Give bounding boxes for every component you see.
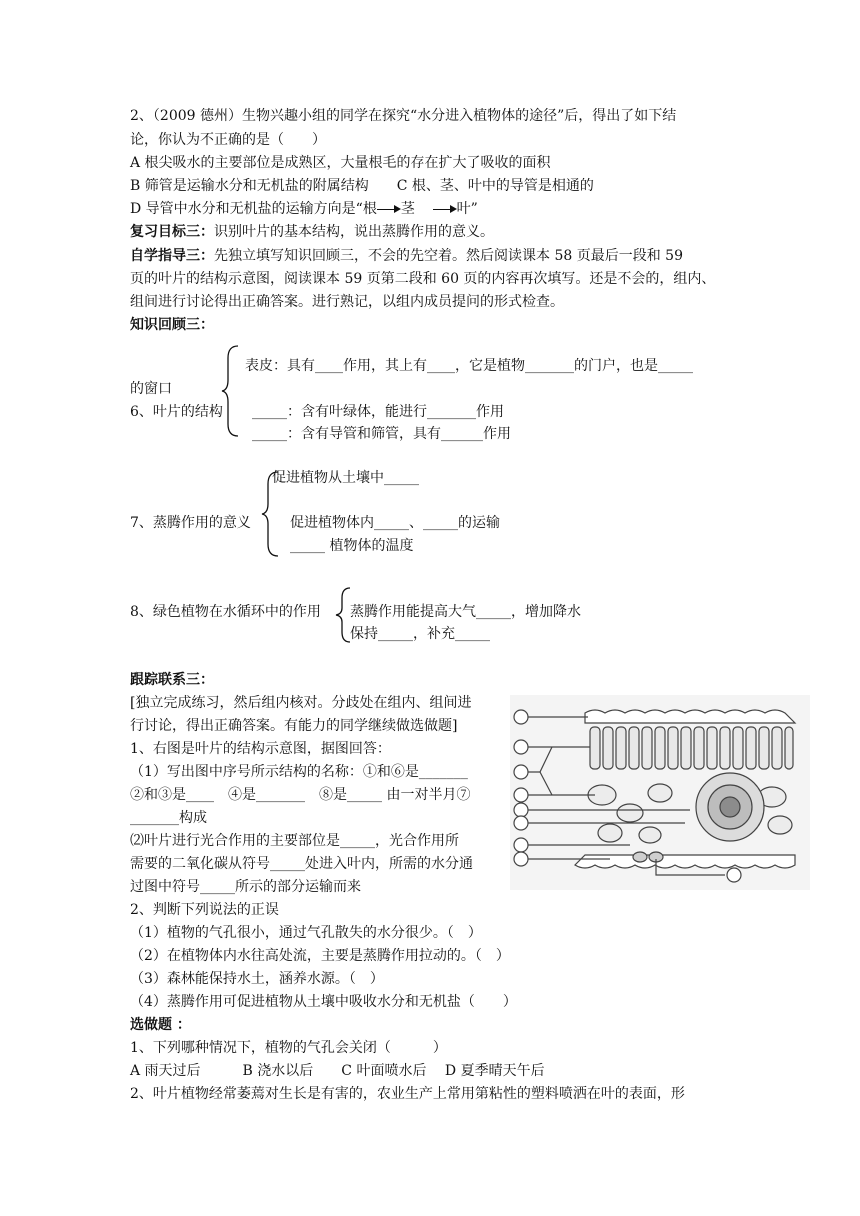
- leaf-vein-item: _____：含有导管和筛管，具有______作用: [252, 426, 511, 442]
- review-goal-3-label: 复习目标三：: [130, 224, 214, 240]
- self-study-guide-3-label: 自学指导三：: [130, 248, 214, 264]
- leaf-structure-label: 6、叶片的结构: [130, 404, 223, 420]
- review-goal-3-text: 识别叶片的基本结构，说出蒸腾作用的意义。: [214, 224, 494, 240]
- optional-title: 选做题 ：: [130, 1017, 191, 1033]
- tracking-q2: 2、判断下列说法的正误: [130, 902, 279, 918]
- q2-option-d-end: 叶”: [456, 201, 478, 217]
- leaf-structure-brace: [222, 344, 242, 438]
- q2-option-b-c: B 筛管是运输水分和无机盐的附属结构 C 根、茎、叶中的导管是相通的: [130, 178, 594, 194]
- tracking-q1-part1-line3: _______构成: [130, 810, 207, 826]
- transpiration-item-2: 促进植物体内_____、_____的运输: [290, 515, 500, 531]
- optional-q2: 2、叶片植物经常萎蔫对生长是有害的，农业生产上常用第粘性的塑料喷洒在叶的表面，形: [130, 1086, 685, 1102]
- transpiration-label: 7、蒸腾作用的意义: [130, 515, 251, 531]
- leaf-mesophyll-item: _____：含有叶绿体，能进行_______作用: [252, 404, 504, 420]
- tracking-q1: 1、右图是叶片的结构示意图，据图回答：: [130, 741, 391, 757]
- self-study-guide-3-line3: 组间进行讨论得出正确答案。进行熟记，以组内成员提问的形式检查。: [130, 294, 564, 310]
- tracking-q2-item1: （1）植物的气孔很小，通过气孔散失的水分很少。（ ）: [130, 925, 482, 941]
- water-cycle-item-1: 蒸腾作用能提高大气_____，增加降水: [350, 604, 581, 620]
- tracking-q2-item4: （4）蒸腾作用可促进植物从土壤中吸收水分和无机盐（ ）: [130, 994, 517, 1010]
- tracking-practice-3-title: 跟踪联系三：: [130, 672, 214, 688]
- transpiration-item-3: _____ 植物体的温度: [290, 538, 414, 554]
- leaf-window-text: 的窗口: [130, 381, 172, 397]
- arrow-right-icon: [433, 204, 457, 214]
- tracking-q1-part2-line2: 需要的二氧化碳从符号_____处进入叶内，所需的水分通: [130, 856, 473, 872]
- leaf-cross-section-figure: [510, 695, 810, 890]
- q2-option-d-mid: 茎: [400, 201, 415, 217]
- arrow-right-icon: [377, 204, 401, 214]
- knowledge-review-3-title: 知识回顾三：: [130, 317, 214, 333]
- tracking-q1-part2-line1: ⑵叶片进行光合作用的主要部位是_____，光合作用所: [130, 833, 459, 849]
- q2-option-d-prefix: D 导管中水分和无机盐的运输方向是“根: [130, 201, 377, 217]
- tracking-q1-part1-line1: （1）写出图中序号所示结构的名称：①和⑥是_______: [130, 764, 468, 780]
- tracking-q2-item2: （2）在植物体内水往高处流，主要是蒸腾作用拉动的。（ ）: [130, 948, 510, 964]
- water-cycle-label: 8、绿色植物在水循环中的作用: [130, 604, 321, 620]
- review-goal-3: [130, 222, 494, 242]
- optional-q1-options: A 雨天过后 B 浇水以后 C 叶面喷水后 D 夏季晴天午后: [130, 1063, 545, 1079]
- tracking-q1-part1-line2: ②和③是____ ④是_______ ⑧是_____ 由一对半月⑦: [130, 787, 471, 803]
- self-study-guide-3-line1: 先独立填写知识回顾三，不会的先空着。然后阅读课本 58 页最后一段和 59: [214, 248, 683, 264]
- self-study-guide-3-line2: 页的叶片的结构示意图，阅读课本 59 页第二段和 60 页的内容再次填写。还是不会的，组内、: [130, 271, 716, 287]
- q2-option-d: [130, 199, 478, 219]
- self-study-guide-3: [130, 246, 683, 266]
- tracking-q1-part2-line3: 过图中符号_____所示的部分运输而来: [130, 879, 361, 895]
- q2-stem-line1: 2、（2009 德州）生物兴趣小组的同学在探究“水分进入植物体的途径”后，得出了如下结: [130, 108, 677, 124]
- water-cycle-item-2: 保持_____，补充_____: [350, 626, 490, 642]
- q2-stem-line2: 论，你认为不正确的是（ ）: [130, 132, 326, 148]
- tracking-intro-line1: [独立完成练习，然后组内核对。分歧处在组内、组间进: [130, 695, 472, 711]
- q2-option-a: A 根尖吸水的主要部位是成熟区，大量根毛的存在扩大了吸收的面积: [130, 155, 551, 171]
- tracking-q2-item3: （3）森林能保持水土，涵养水源。（ ）: [130, 971, 384, 987]
- transpiration-item-1: 促进植物从土壤中_____: [272, 470, 419, 486]
- leaf-epidermis-item: 表皮：具有____作用，其上有____，它是植物_______的门户，也是_____: [245, 358, 693, 374]
- optional-q1: 1、下列哪种情况下，植物的气孔会关闭（ ）: [130, 1040, 447, 1056]
- tracking-intro-line2: 行讨论，得出正确答案。有能力的同学继续做选做题]: [130, 718, 458, 734]
